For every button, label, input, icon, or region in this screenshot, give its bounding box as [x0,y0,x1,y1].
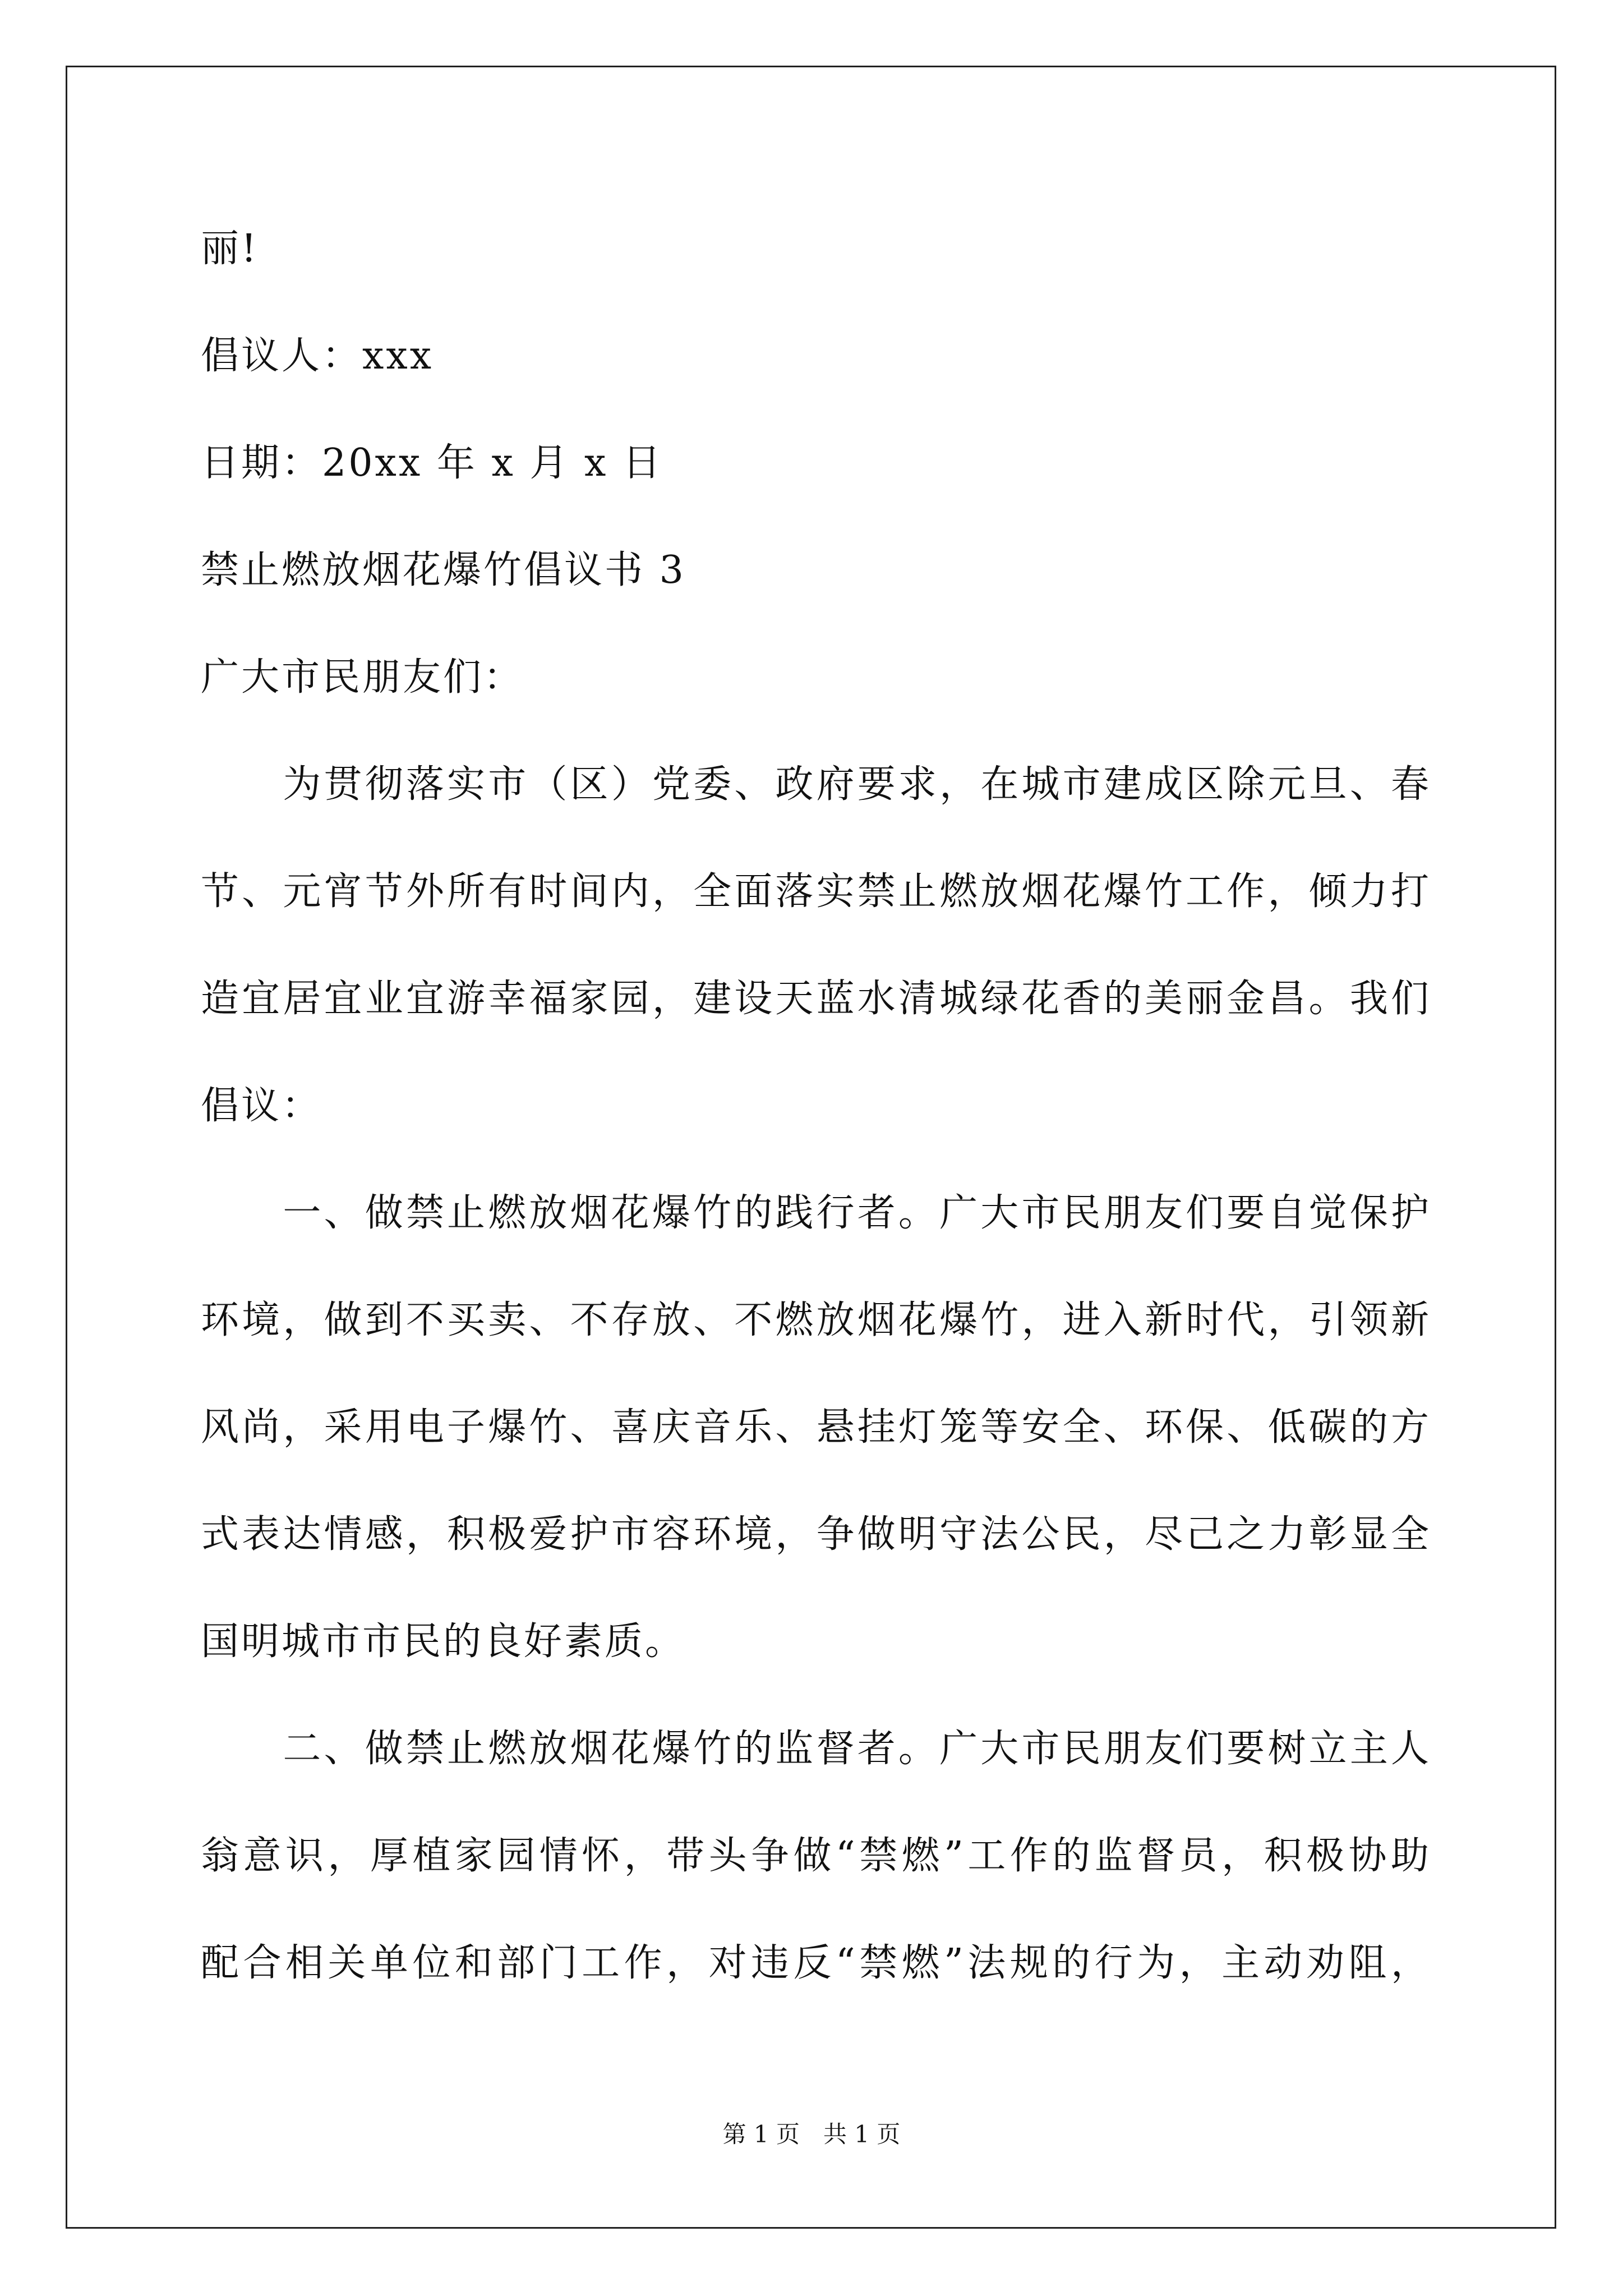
paragraph-line: 一、做禁止燃放烟花爆竹的践行者。广大市民朋友们要自觉保护 [201,1191,1429,1235]
paragraph-line: 造宜居宜业宜游幸福家园，建设天蓝水清城绿花香的美丽金昌。我们 [201,977,1429,1021]
page-border [66,66,1556,2229]
text-line: 丽! [201,227,259,271]
paragraph-line: 翁意识，厚植家园情怀，带头争做“禁燃”工作的监督员，积极协助 [201,1834,1429,1878]
paragraph-line: 环境，做到不买卖、不存放、不燃放烟花爆竹，进入新时代，引领新 [201,1298,1429,1342]
text-line: 日期：20xx 年 x 月 x 日 [201,441,663,485]
paragraph-line: 国明城市市民的良好素质。 [201,1619,686,1664]
paragraph-line: 节、元宵节外所有时间内，全面落实禁止燃放烟花爆竹工作，倾力打 [201,869,1429,914]
paragraph-line: 为贯彻落实市（区）党委、政府要求，在城市建成区除元旦、春 [201,762,1429,807]
paragraph-line: 二、做禁止燃放烟花爆竹的监督者。广大市民朋友们要树立主人 [201,1727,1429,1771]
paragraph-line: 配合相关单位和部门工作，对违反“禁燃”法规的行为，主动劝阻， [201,1941,1429,1985]
paragraph-line: 式表达情感，积极爱护市容环境，争做明守法公民，尽己之力彰显全 [201,1512,1429,1557]
salutation: 广大市民朋友们： [201,655,524,700]
page-footer: 第 1 页 共 1 页 [722,2120,901,2148]
text-line: 倡议人：xxx [201,334,434,378]
document-title: 禁止燃放烟花爆竹倡议书 3 [201,548,686,592]
paragraph-line: 风尚，采用电子爆竹、喜庆音乐、悬挂灯笼等安全、环保、低碳的方 [201,1405,1429,1450]
paragraph-line: 倡议： [201,1084,322,1128]
